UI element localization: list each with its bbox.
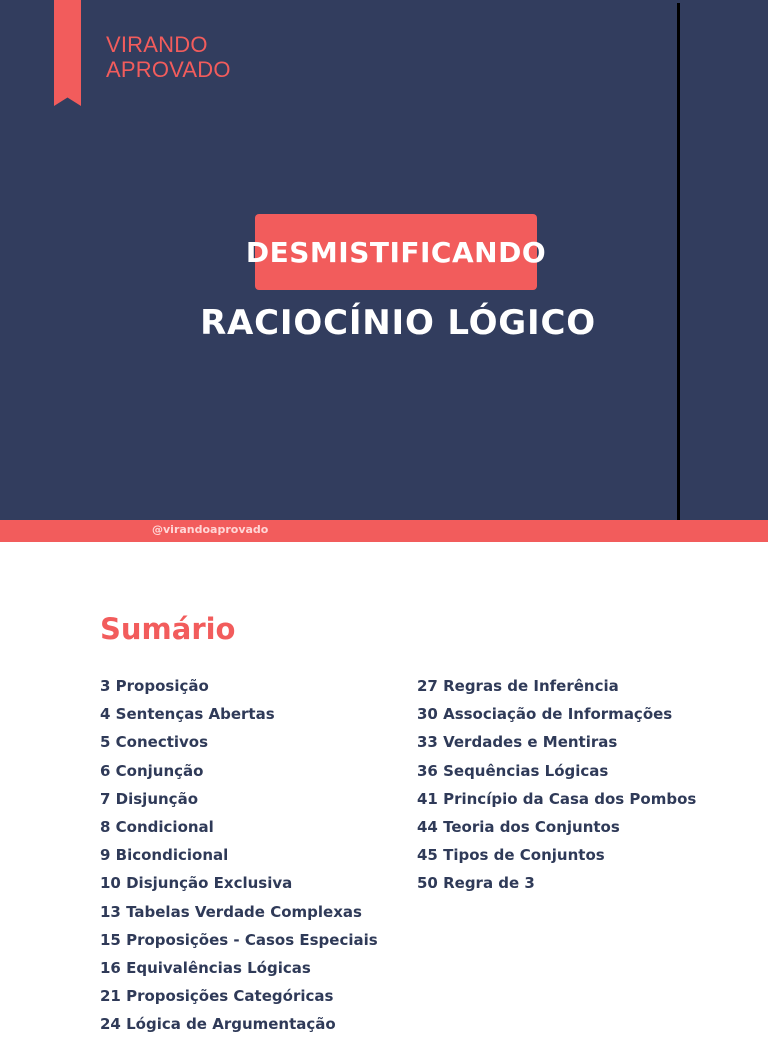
toc-item: 16 Equivalências Lógicas	[100, 958, 311, 977]
brand-logo	[106, 32, 231, 82]
toc-item: 24 Lógica de Argumentação	[100, 1015, 336, 1034]
summary-heading: Sumário	[100, 612, 236, 646]
toc-item: 27 Regras de Inferência	[417, 677, 619, 695]
toc-item: 8 Condicional	[100, 817, 214, 836]
cover-title: DESMISTIFICANDO	[245, 235, 547, 269]
toc-right-column	[417, 674, 696, 900]
toc-item: 13 Tabelas Verdade Complexas	[100, 902, 362, 921]
accent-strip	[0, 520, 768, 542]
title-badge	[245, 214, 547, 290]
toc-item: 36 Sequências Lógicas	[417, 761, 609, 780]
social-handle: @virandoaprovado	[152, 523, 269, 536]
toc-item: 4 Sentenças Abertas	[100, 705, 275, 724]
toc-item: 9 Bicondicional	[100, 846, 229, 865]
toc-item: 3 Proposição	[100, 677, 209, 695]
toc-item: 15 Proposições - Casos Especiais	[100, 930, 378, 949]
brand-line-2: APROVADO	[106, 57, 231, 82]
brand-line-1: VIRANDO	[106, 32, 208, 57]
toc-item: 44 Teoria dos Conjuntos	[417, 817, 620, 836]
toc-item: 6 Conjunção	[100, 761, 204, 780]
bookmark-ribbon-icon	[54, 0, 81, 106]
toc-item: 41 Princípio da Casa dos Pombos	[417, 789, 697, 808]
toc-item: 45 Tipos de Conjuntos	[417, 846, 605, 865]
toc-item: 5 Conectivos	[100, 733, 209, 752]
toc-item: 21 Proposições Categóricas	[100, 987, 334, 1006]
toc-item: 33 Verdades e Mentiras	[417, 733, 618, 752]
toc-item: 30 Associação de Informações	[417, 705, 673, 724]
toc-item: 50 Regra de 3	[417, 874, 535, 893]
vertical-divider	[677, 3, 680, 523]
toc-item: 7 Disjunção	[100, 789, 198, 808]
toc-item: 10 Disjunção Exclusiva	[100, 874, 293, 893]
cover-subtitle: RACIOCÍNIO LÓGICO	[200, 303, 596, 343]
toc-left-column	[100, 674, 378, 1040]
